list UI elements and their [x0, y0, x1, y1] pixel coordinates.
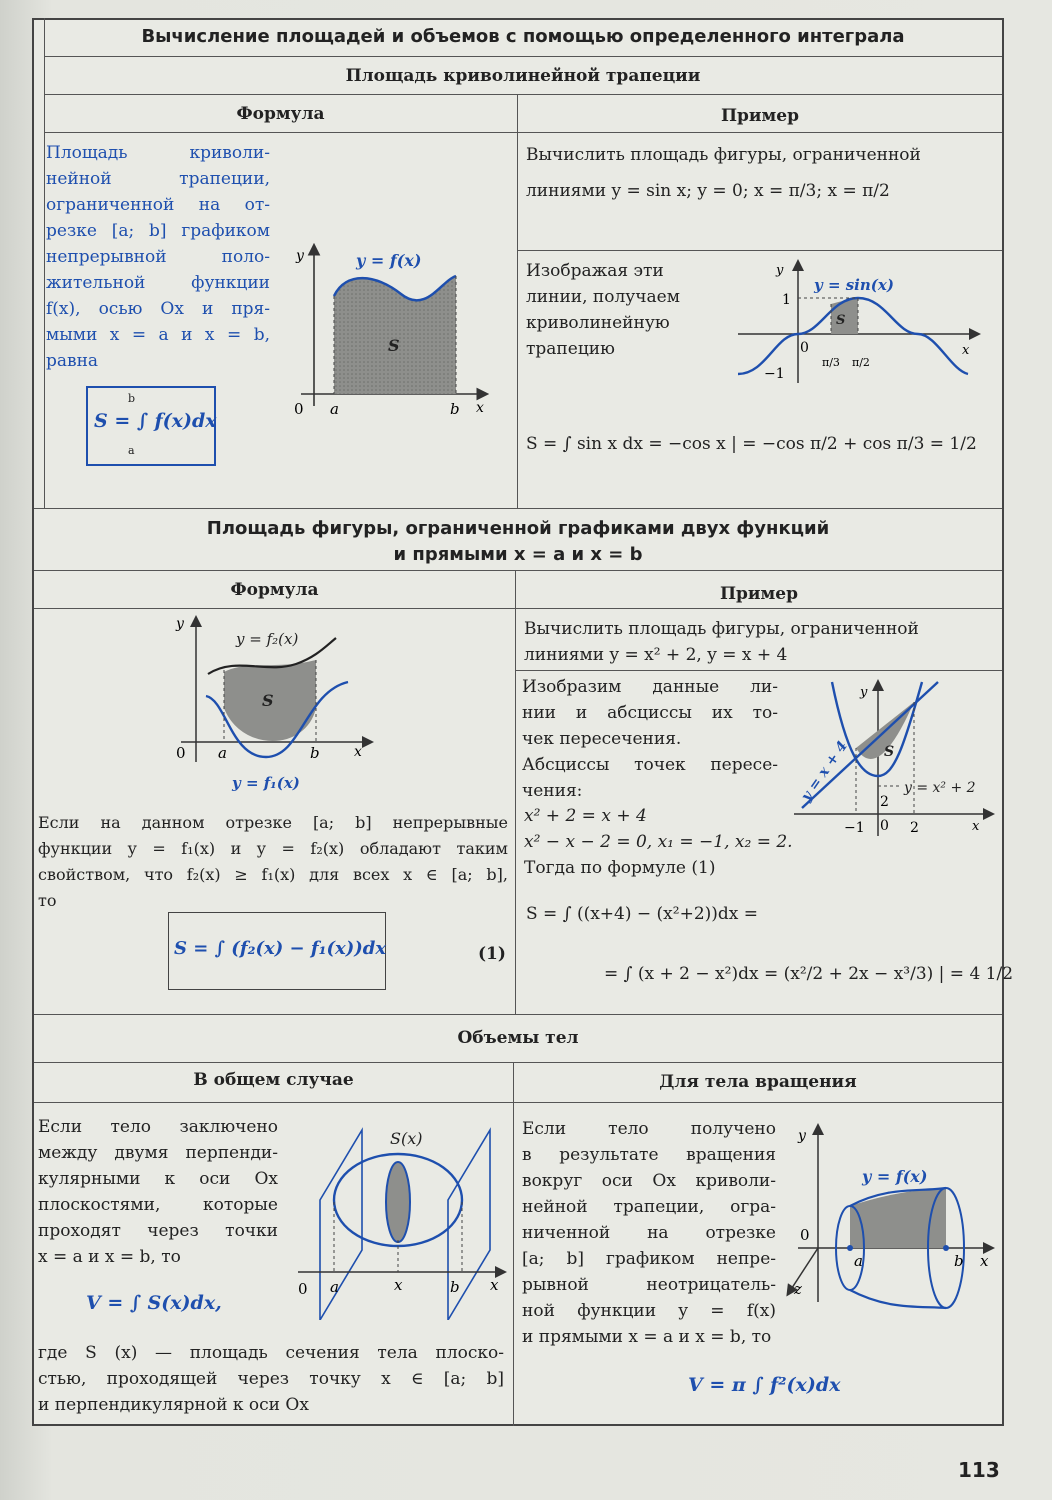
general-formula: V = ∫ S(x)dx, — [86, 1292, 222, 1314]
int-upper: b — [128, 392, 136, 405]
desc-line: чения: — [522, 781, 583, 801]
line-label: y = x + 4 — [798, 738, 851, 805]
desc-line: Абсциссы точек пересе- — [522, 755, 778, 775]
func-label: y = f(x) — [862, 1167, 928, 1186]
origin-label: 0 — [800, 340, 809, 356]
def-line: нейной трапеции, — [46, 169, 270, 189]
desc-line: нии и абсциссы их то- — [522, 703, 778, 723]
def-line: Если на данном отрезке [a; b] непрерывные — [38, 813, 508, 832]
def-line: то — [38, 891, 57, 910]
rule — [44, 94, 1002, 95]
section2-formula-header: Формула — [230, 580, 319, 600]
f2-label: y = f₂(x) — [236, 630, 299, 648]
y-label: y — [776, 263, 784, 278]
area-label: S — [262, 691, 274, 710]
def-line: непрерывной поло- — [46, 247, 270, 267]
general-note — [38, 1340, 504, 1418]
x-label: x — [476, 400, 484, 416]
section1-formula-header: Формула — [236, 104, 325, 124]
pi3-label: π/3 — [822, 356, 840, 369]
main-title: Вычисление площадей и объемов с помощью определенного интеграла — [141, 26, 905, 47]
int-lower: a — [128, 444, 135, 457]
parabola-curve — [832, 682, 922, 776]
a-label: a — [218, 744, 227, 762]
x-label: x — [962, 343, 970, 358]
def-line: мыми x = a и x = b, — [46, 325, 270, 345]
def-line: жительной функции — [46, 273, 270, 293]
y-label: y — [176, 616, 184, 632]
desc-line: криволинейную — [526, 313, 670, 333]
section2-definition — [38, 810, 508, 914]
text-line: в результате вращения — [522, 1145, 776, 1165]
note-line: и перпендикулярной к оси Ox — [38, 1395, 309, 1415]
y-label: y — [860, 685, 868, 700]
area-label: S — [388, 336, 400, 355]
section2-example-desc — [522, 674, 778, 804]
desc-line: Изобразим данные ли- — [522, 677, 778, 697]
rotation-formula: V = π ∫ f²(x)dx — [688, 1374, 841, 1396]
eq-line: Тогда по формуле (1) — [524, 858, 716, 878]
origin-label: 0 — [176, 744, 186, 762]
note-line: где S (x) — площадь сечения тела плоско- — [38, 1343, 504, 1363]
rule — [516, 670, 1002, 671]
z-axis — [788, 1248, 818, 1294]
section3-title: Объемы тел — [457, 1028, 579, 1048]
rotation-header: Для тела вращения — [659, 1072, 857, 1092]
x-mark-label: x — [394, 1276, 403, 1294]
tick-x2: 2 — [910, 820, 919, 836]
rule — [44, 132, 1002, 133]
def-line: равна — [46, 351, 99, 371]
one-label: 1 — [782, 292, 791, 308]
func-label: y = f(x) — [356, 251, 422, 270]
section2-title-line1: Площадь фигуры, ограниченной графиками двух функций — [206, 518, 830, 539]
rule — [513, 1062, 514, 1426]
y-label: y — [798, 1128, 806, 1144]
desc-line: Изображая эти — [526, 261, 664, 281]
desc-line: линии, получаем — [526, 287, 680, 307]
formula-number: (1) — [478, 944, 506, 964]
tick-2: 2 — [880, 794, 889, 810]
y-label: y — [296, 248, 304, 264]
point-a — [847, 1245, 853, 1251]
rotation-body-bottom — [850, 1290, 946, 1308]
rule — [34, 1102, 1002, 1103]
rule — [34, 1014, 1002, 1015]
text-line: [a; b] графиком непре- — [522, 1249, 776, 1269]
two-functions-graph — [166, 612, 376, 802]
area-label: S — [884, 744, 895, 760]
x-label: x — [980, 1252, 989, 1270]
area-label: S — [836, 313, 846, 328]
text-line: между двумя перпенди- — [38, 1143, 278, 1163]
rule — [34, 508, 1002, 509]
rule — [44, 56, 1002, 57]
text-line: ниченной на отрезке — [522, 1223, 776, 1243]
general-header: В общем случае — [193, 1070, 354, 1090]
area-graph — [286, 236, 496, 426]
text-line: и прямыми x = a и x = b, то — [522, 1327, 772, 1347]
section-label: S(x) — [390, 1129, 423, 1148]
b-label: b — [310, 744, 320, 762]
section1-title: Площадь криволинейной трапеции — [345, 66, 701, 86]
section2-example-lines: линиями y = x² + 2, y = x + 4 — [524, 645, 788, 665]
section2-formula: S = ∫ (f₂(x) − f₁(x))dx — [174, 938, 387, 959]
b-label: b — [450, 1278, 460, 1296]
parab-label: y = x² + 2 — [904, 780, 976, 796]
text-line: ной функции y = f(x) — [522, 1301, 776, 1321]
calc-line: = ∫ (x + 2 − x²)dx = (x²/2 + 2x − x³/3) | = 4 1/2 — [604, 964, 1014, 984]
text-line: Если тело получено — [522, 1119, 776, 1139]
area-region — [334, 276, 456, 394]
def-line: функции y = f₁(x) и y = f₂(x) обладают таким — [38, 839, 508, 858]
sin-label: y = sin(x) — [814, 276, 894, 294]
tick-minus-1: −1 — [844, 820, 865, 836]
x-label: x — [490, 1276, 499, 1294]
page-number: 113 — [958, 1458, 1000, 1482]
rotation-volume-figure — [778, 1122, 998, 1322]
b-label: b — [954, 1252, 964, 1270]
def-line: свойством, что f₂(x) ≥ f₁(x) для всех x ∈ [a; b], — [38, 865, 508, 884]
sine-graph — [736, 258, 986, 388]
general-volume-figure — [290, 1120, 510, 1320]
origin-label: 0 — [800, 1226, 810, 1244]
rule — [34, 1062, 1002, 1063]
a-label: a — [330, 400, 339, 418]
plane-a — [320, 1130, 362, 1320]
desc-line: трапецию — [526, 339, 615, 359]
parabola-graph — [792, 676, 998, 840]
section2-title-line2: и прямыми x = a и x = b — [393, 544, 643, 565]
x-label: x — [354, 744, 362, 760]
section1-example-calc: S = ∫ sin x dx = −cos x | = −cos π/2 + cos π/3 = 1/2 — [526, 434, 977, 454]
def-line: f(x), осью Ox и пря- — [46, 299, 270, 319]
calc-line: S = ∫ ((x+4) − (x²+2))dx = — [526, 904, 759, 924]
section1-definition — [46, 140, 270, 374]
text-line: проходят через точки — [38, 1221, 278, 1241]
origin-label: 0 — [294, 400, 304, 418]
section2-example-header: Пример — [719, 584, 799, 604]
section2-example-task: Вычислить площадь фигуры, ограниченной — [524, 619, 919, 639]
b-label: b — [450, 400, 460, 418]
eq-line: x² + 2 = x + 4 — [524, 806, 647, 826]
text-line: вокруг оси Ox криволи- — [522, 1171, 776, 1191]
def-line: резке [a; b] графиком — [46, 221, 270, 241]
origin-label: 0 — [298, 1280, 308, 1298]
section1-example-header: Пример — [720, 106, 800, 126]
text-line: рывной неотрицатель- — [522, 1275, 776, 1295]
tick-0: 0 — [880, 818, 889, 834]
rule — [44, 18, 45, 508]
rule — [34, 570, 1002, 571]
note-line: стью, проходящей через точку x ∈ [a; b] — [38, 1369, 504, 1389]
section1-example-task: Вычислить площадь фигуры, ограниченной — [526, 145, 921, 165]
text-line: кулярными к оси Ox — [38, 1169, 278, 1189]
rule — [34, 608, 1002, 609]
minus-one-label: −1 — [764, 366, 785, 382]
section1-example-lines: линиями y = sin x; y = 0; x = π/3; x = π/2 — [526, 181, 890, 201]
section — [386, 1162, 410, 1242]
text-line: нейной трапеции, огра- — [522, 1197, 776, 1217]
rotation-text — [522, 1116, 776, 1350]
text-line: Если тело заключено — [38, 1117, 278, 1137]
f1-label: y = f₁(x) — [232, 774, 300, 792]
z-label: z — [794, 1280, 802, 1298]
point-b — [943, 1245, 949, 1251]
section1-formula: S = ∫ f(x)dx — [94, 410, 217, 432]
a-label: a — [854, 1252, 863, 1270]
x-label: x — [972, 819, 980, 834]
general-text — [38, 1114, 278, 1270]
desc-line: чек пересечения. — [522, 729, 682, 749]
def-line: ограниченной на от- — [46, 195, 270, 215]
eq-line: x² − x − 2 = 0, x₁ = −1, x₂ = 2. — [524, 832, 793, 852]
rule — [518, 250, 1002, 251]
a-label: a — [330, 1278, 339, 1296]
def-line: Площадь криволи- — [46, 143, 270, 163]
text-line: x = a и x = b, то — [38, 1247, 181, 1267]
pi2-label: π/2 — [852, 356, 870, 369]
rule — [517, 94, 518, 508]
section1-example-desc — [526, 258, 716, 362]
rule — [515, 570, 516, 1014]
text-line: плоскостями, которые — [38, 1195, 278, 1215]
